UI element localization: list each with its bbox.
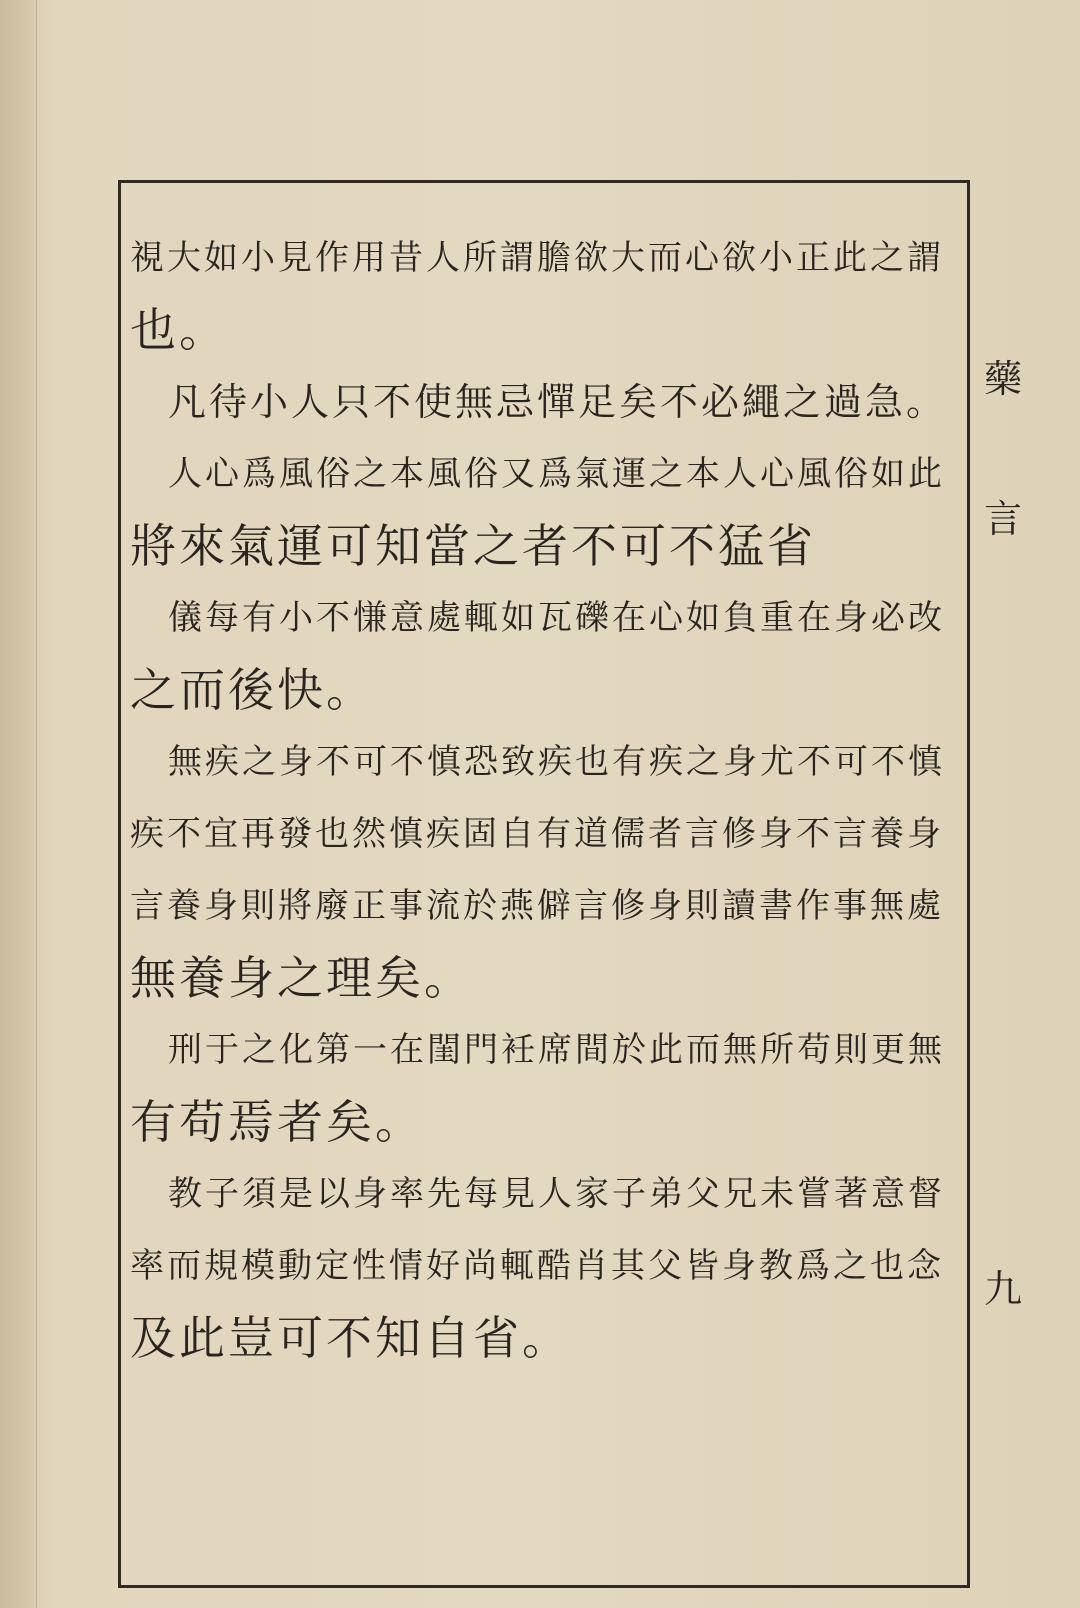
text-line: 也。 [130,303,228,357]
text-line: 率而規模動定性情好尚輒酷肖其父皆身教爲之也念 [130,1246,944,1286]
margin-title-char: 藥 [983,357,1022,401]
text-line: 疾不宜再發也然慎疾固自有道儒者言修身不言養身 [130,814,944,854]
margin-title-char: 言 [983,497,1022,541]
text-line: 刑于之化第一在閨門衽席間於此而無所苟則更無 [168,1030,945,1070]
page-number: 九 [983,1267,1022,1311]
text-line: 人心爲風俗之本風俗又爲氣運之本人心風俗如此 [168,454,945,494]
text-line: 之而後快。 [130,663,375,717]
text-line: 無養身之理矣。 [130,951,473,1005]
text-line: 教子須是以身率先每見人家子弟父兄未嘗著意督 [168,1174,945,1214]
text-line: 有苟焉者矣。 [130,1095,424,1149]
text-line: 將來氣運可知當之者不可不猛省 [130,519,816,573]
binding-edge [0,0,37,1608]
main-text-block [130,222,960,1374]
text-line: 儀每有小不慊意處輒如瓦礫在心如負重在身必改 [168,598,945,638]
text-line: 凡待小人只不使無忌憚足矣不必繩之過急。 [168,380,948,424]
text-line: 及此豈可不知自省。 [130,1311,571,1365]
text-line: 無疾之身不可不慎恐致疾也有疾之身尤不可不慎 [168,742,945,782]
text-line: 視大如小見作用昔人所謂膽欲大而心欲小正此之謂 [130,238,944,278]
text-line: 言養身則將廢正事流於燕僻言修身則讀書作事無處 [130,886,944,926]
